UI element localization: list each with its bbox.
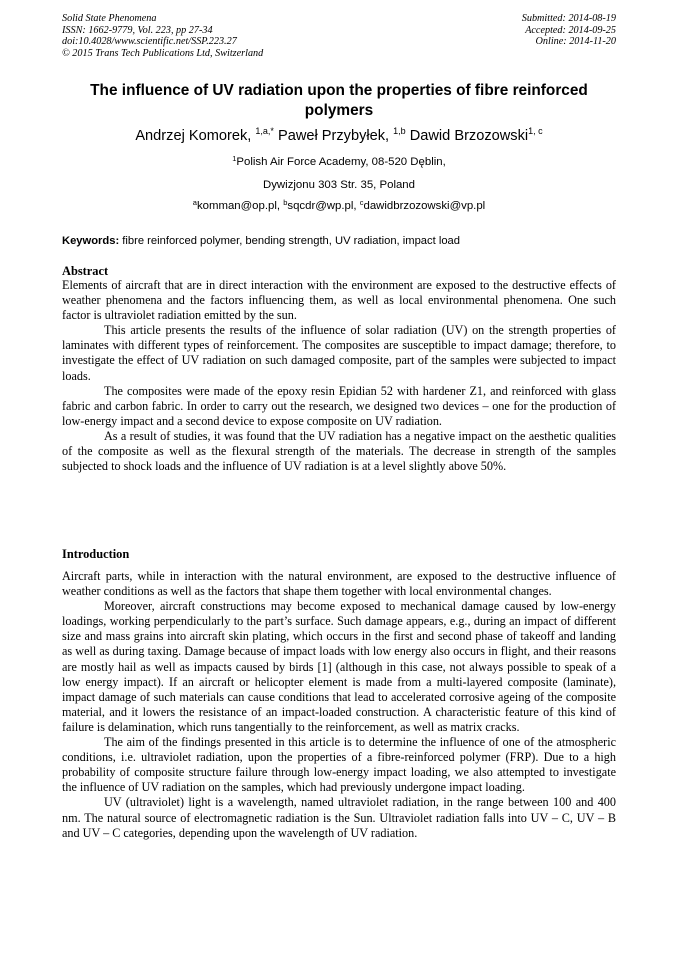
accepted-date: Accepted: 2014-09-25 (525, 24, 616, 36)
introduction-paragraph: The aim of the findings presented in this article is to determine the influence of one of the atmospheric conditions, i.e. ultraviolet radiation, upon the properties of a fibre-reinforced polymer (FRP). Due to a high probability of composite structure failure through low-energy impact loading, we also attempted to investigate the influence of UV radiation on the samples, which had previously undergone impact loading. (62, 735, 616, 795)
introduction-body (62, 569, 616, 841)
abstract-paragraph: Elements of aircraft that are in direct interaction with the environment are exposed to the destructive effects of weather phenomena and the factors influencing them, as well as local environmental phenomena. One such factor is ultraviolet radiation emitted by the sun. (62, 278, 616, 323)
author-affiliation-mark: 1,b (393, 126, 406, 136)
introduction-paragraph: Aircraft parts, while in interaction with the natural environment, are exposed to the destructive influence of weather conditions as well as the factors that shape them together with local environmental changes. (62, 569, 616, 599)
introduction-paragraph: Moreover, aircraft constructions may become exposed to mechanical damage caused by low-energy loadings, working perpendicularly to the part’s surface. Such damage appears, e.g., during an impact of different size and mass grains into aircraft skin plating, which occurs in the first and second phase of takeoff and landing as well as during taxing. Damage because of impact loads with low energy also occurs in flight, and their reasons are mostly hail as well as impacts caused by birds [1] (although in this case, not always possible to speak of a low energy impact). If an aircraft or helicopter element is made from a multi-layered composite (laminate), impact damage of such materials can cause conditions that lead to accelerated corrosive ageing of the composite material, and it lowers the resistance of an impact-loaded construction. A characteristic feature of this kind of failure is delamination, which runs tangentially to the reinforcement, as well as matrix cracks. (62, 599, 616, 734)
keywords-label: Keywords: (62, 235, 120, 247)
submission-dates (522, 13, 616, 48)
email-link: sqcdr@wp.pl, (287, 200, 360, 212)
issn-line: ISSN: 1662-9779, Vol. 223, pp 27-34 (62, 24, 213, 36)
online-date: Online: 2014-11-20 (535, 36, 616, 47)
abstract-heading: Abstract (62, 264, 109, 278)
keywords (62, 234, 616, 248)
abstract-paragraph: As a result of studies, it was found that the UV radiation has a negative impact on the aesthetic qualities of the composite as well as the flexural strength of the materials. The decrease in strength of the samples subjected to shock loads and the influence of UV radiation is at a level slightly above 50%. (62, 428, 616, 474)
abstract-paragraph: This article presents the results of the influence of solar radiation (UV) on the strength properties of laminates with different types of reinforcement. The composites are susceptible to impact damage; therefore, to investigate the effect of UV radiation on such damaged composite, part of the samples were subjected to impact loads. (62, 323, 616, 383)
journal-info (62, 13, 263, 59)
journal-name: Solid State Phenomena (62, 13, 157, 24)
copyright-line: © 2015 Trans Tech Publications Ltd, Switzerland (62, 47, 264, 59)
email-link: dawidbrzozowski@vp.pl (363, 200, 486, 212)
abstract-body (62, 278, 616, 474)
author-affiliation-mark: 1, c (528, 126, 543, 136)
author-list (62, 126, 616, 146)
author-name: Dawid Brzozowski (409, 128, 529, 144)
keywords-text: fibre reinforced polymer, bending strength, UV radiation, impact load (119, 235, 460, 247)
author-emails: $^a$komman@op.pl, $^b$sqcdr@wp.pl, $^c$dawidbrzozowski@vp.pl (192, 198, 486, 212)
introduction-paragraph: UV (ultraviolet) light is a wavelength, named ultraviolet radiation, in the range between 100 and 400 nm. The natural source of electromagnetic radiation is the Sun. Ultraviolet radiation falls into UV – C, UV – B and UV – C categories, depending upon the wavelength of UV radiation. (62, 795, 616, 840)
submitted-date: Submitted: 2014-08-19 (521, 13, 616, 24)
author-name: Andrzej Komorek, (135, 128, 252, 144)
email-link: komman@op.pl, (196, 200, 284, 212)
introduction-heading: Introduction (62, 547, 130, 561)
author-affiliation-mark: 1,a,* (255, 126, 274, 136)
paper-title: The influence of UV radiation upon the properties of fibre reinforced polymers (90, 82, 588, 119)
doi-line: doi:10.4028/www.scientific.net/SSP.223.27 (62, 36, 237, 47)
affiliation-line-1: $^1$Polish Air Force Academy, 08-520 Dęblin, (232, 154, 446, 168)
affiliation-line-2: Dywizjonu 303 Str. 35, Poland (263, 179, 415, 191)
author-name: Paweł Przybyłek, (277, 128, 390, 144)
abstract-paragraph: The composites were made of the epoxy resin Epidian 52 with hardener Z1, and reinforced with glass fabric and carbon fabric. In order to carry out the research, we designed two devices – one for the production of low-energy impact and a second device to expose composite on UV radiation. (62, 383, 616, 428)
